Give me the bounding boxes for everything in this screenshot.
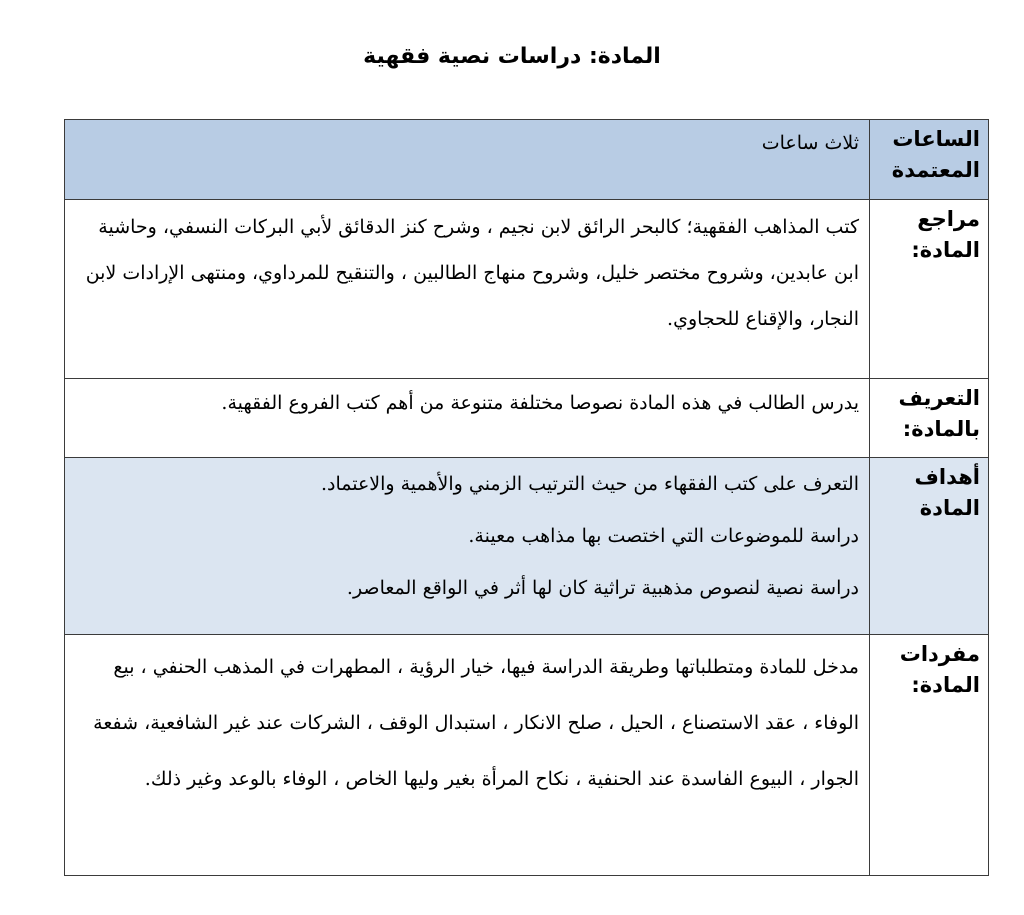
- credit-hours-label: الساعات المعتمدة: [870, 120, 989, 200]
- course-definition-text: يدرس الطالب في هذه المادة نصوصا مختلفة متنوعة من أهم كتب الفروع الفقهية.: [65, 379, 870, 458]
- objective-item: دراسة للموضوعات التي اختصت بها مذاهب معينة.: [468, 525, 859, 547]
- course-definition-label: التعريف بالمادة:: [870, 379, 989, 458]
- objective-item: التعرف على كتب الفقهاء من حيث الترتيب الزمني والأهمية والاعتماد.: [320, 473, 859, 495]
- syllabus-table: [64, 119, 989, 876]
- course-objectives-label: أهداف المادة: [870, 458, 989, 635]
- references-label: مراجع المادة:: [870, 200, 989, 379]
- row-references: [65, 200, 989, 379]
- references-text: كتب المذاهب الفقهية؛ كالبحر الرائق لابن نجيم ، وشرح كنز الدقائق لأبي البركات النسفي، وحاشية ابن عابدين، وشروح مختصر خليل، وشروح منهاج الطالبين ، والتنقيح للمرداوي، ومنتهى الإرادات لابن النجار، والإقناع للحجاوي.: [65, 200, 870, 379]
- row-course-topics: [65, 635, 989, 876]
- course-objectives-list: [65, 458, 870, 635]
- row-course-definition: [65, 379, 989, 458]
- course-topics-label: مفردات المادة:: [870, 635, 989, 876]
- row-credit-hours: [65, 120, 989, 200]
- credit-hours-value: ثلاث ساعات: [65, 120, 870, 200]
- course-topics-text: مدخل للمادة ومتطلباتها وطريقة الدراسة فيها، خيار الرؤية ، المطهرات في المذهب الحنفي ، بيع الوفاء ، عقد الاستصناع ، الحيل ، صلح الانكار ، استبدال الوقف ، الشركات عند غير الشافعية، شفعة الجوار ، البيوع الفاسدة عند الحنفية ، نكاح المرأة بغير وليها الخاص ، الوفاء بالوعد وغير ذلك.: [65, 635, 870, 876]
- row-course-objectives: [65, 458, 989, 635]
- objective-item: دراسة نصية لنصوص مذهبية تراثية كان لها أثر في الواقع المعاصر.: [346, 577, 859, 599]
- page-title: المادة: دراسات نصية فقهية: [363, 44, 661, 69]
